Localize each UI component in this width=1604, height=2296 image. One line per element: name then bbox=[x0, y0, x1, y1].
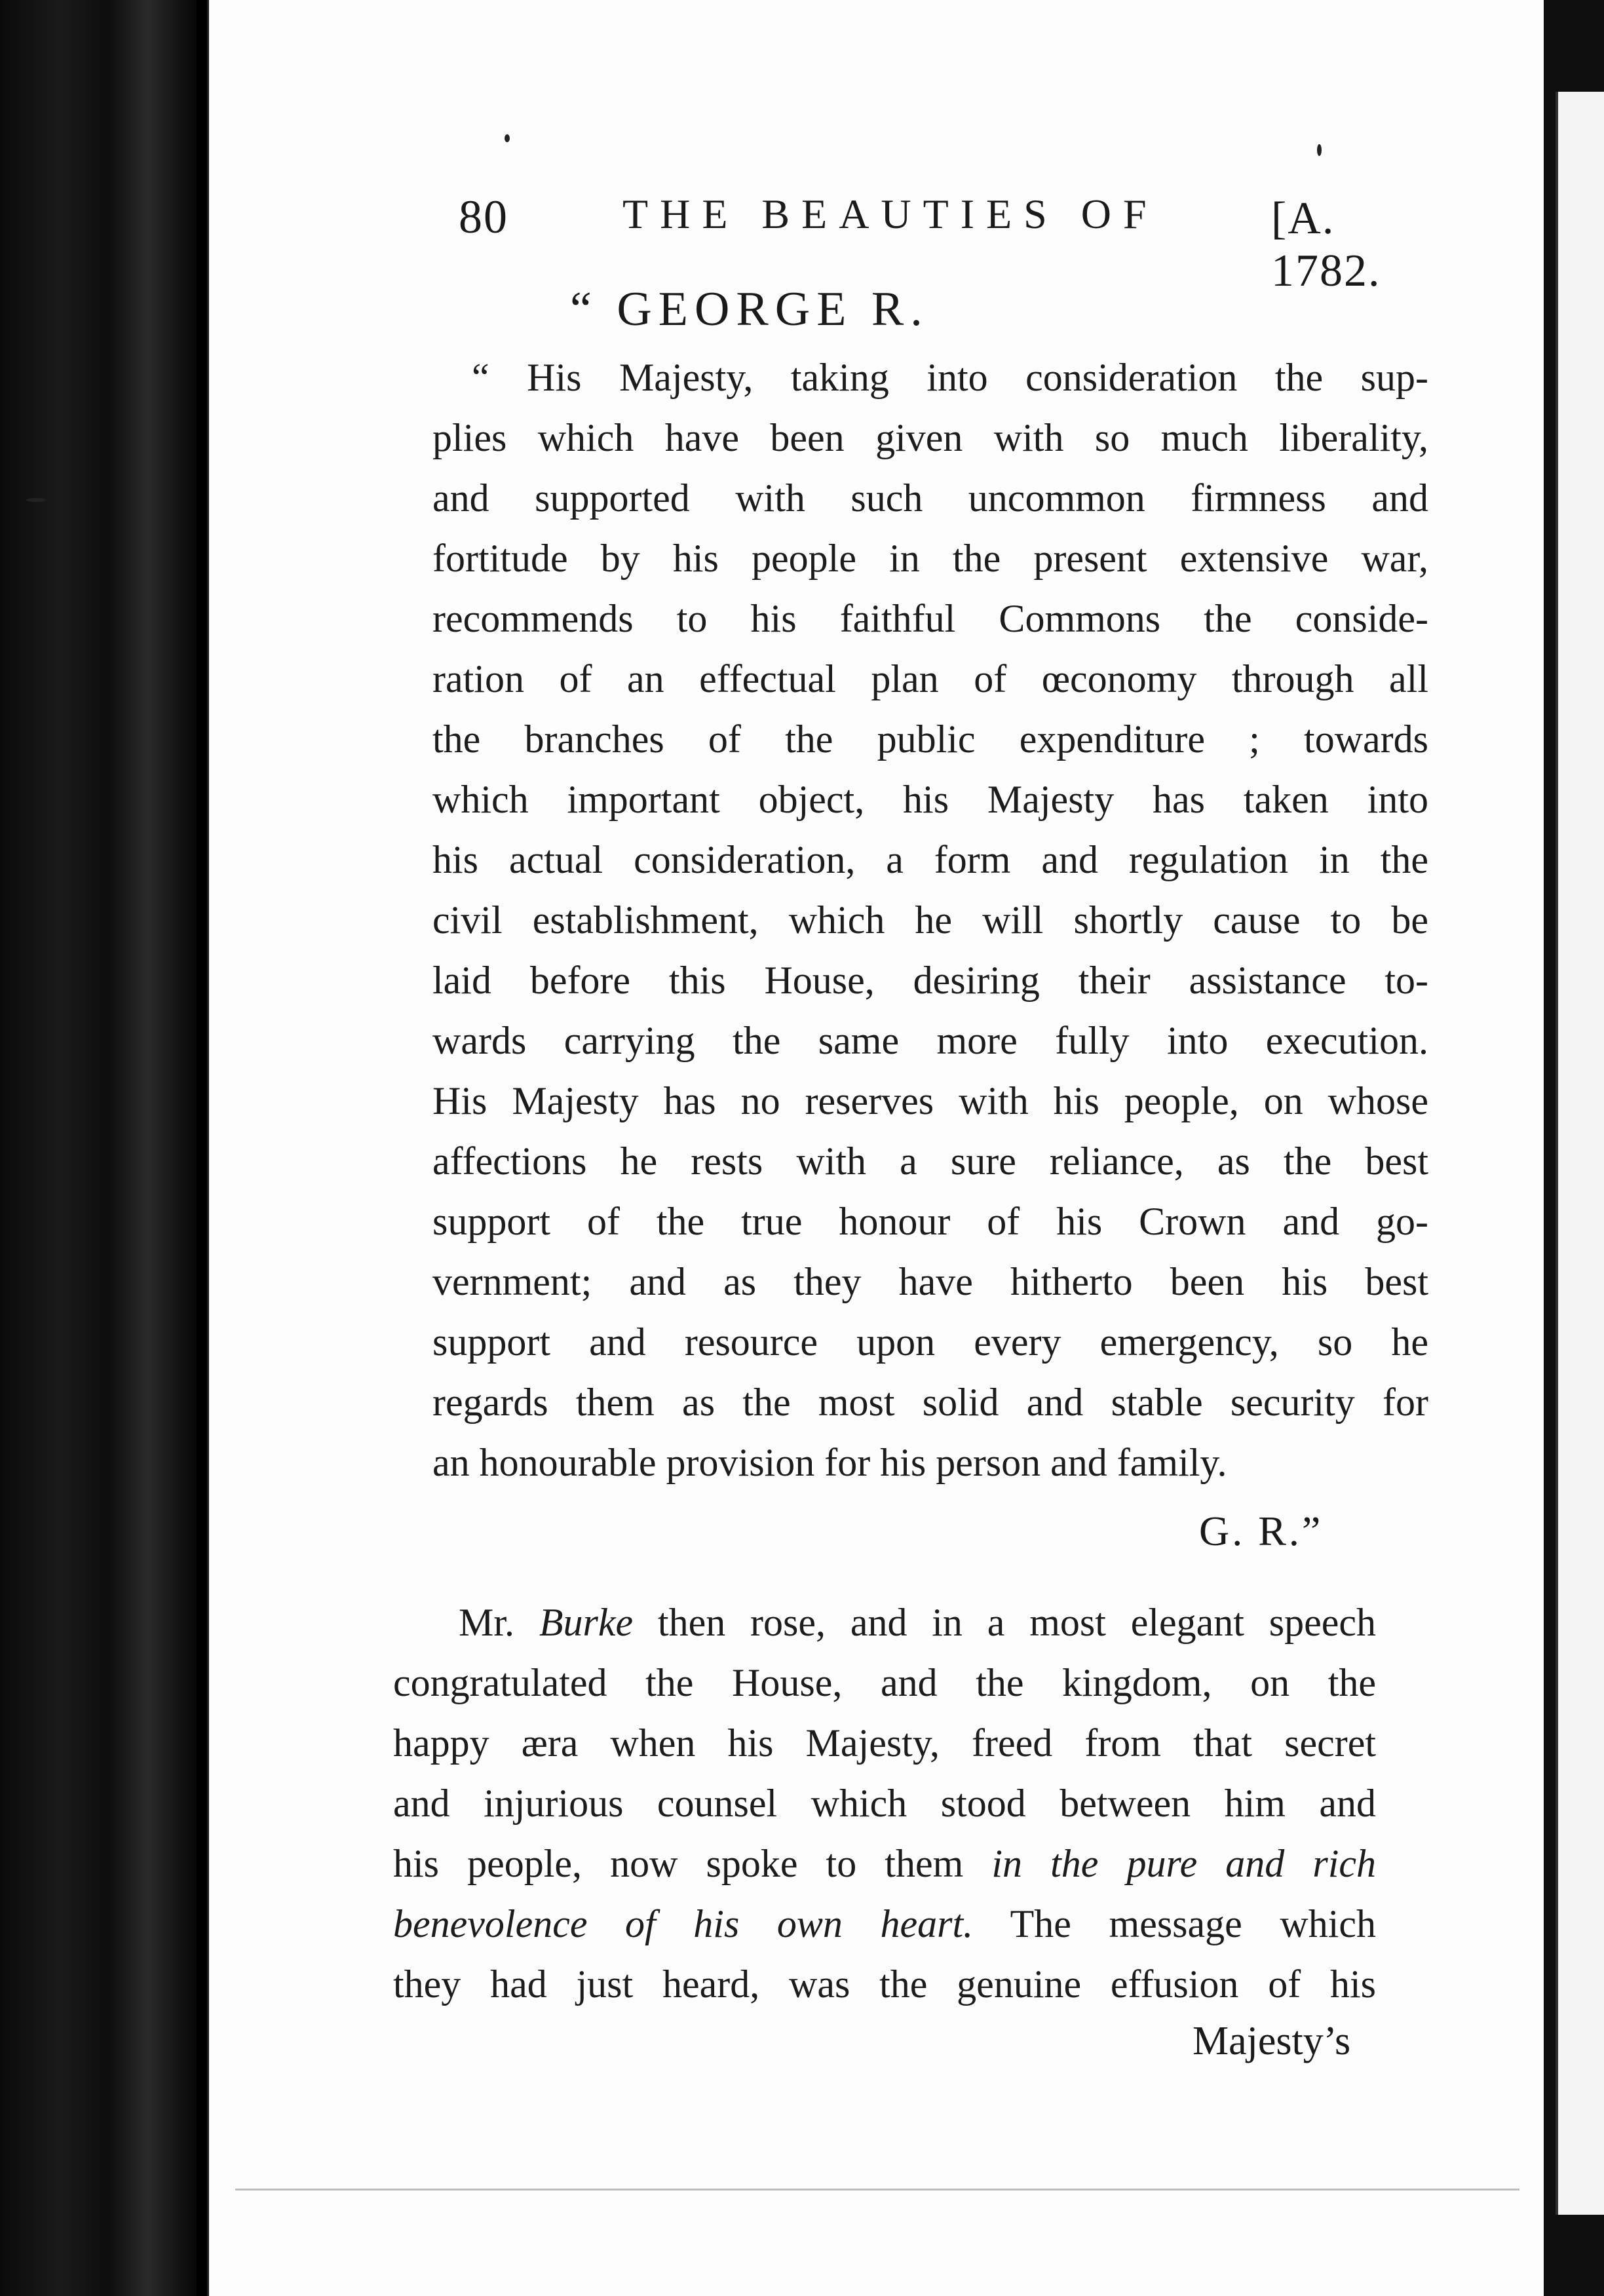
message-line: plies which have been given with so much liberality, bbox=[432, 416, 1428, 459]
italic-quote: in the pure and rich bbox=[991, 1842, 1377, 1885]
catchword: Majesty’s bbox=[1193, 2019, 1351, 2063]
message-salutation: “ GEORGE R. bbox=[570, 282, 929, 336]
paragraph-line: and injurious counsel which stood between him and bbox=[393, 1782, 1376, 1825]
book-spine bbox=[0, 0, 197, 2296]
message-signature: G. R.” bbox=[1199, 1508, 1324, 1554]
page-header bbox=[459, 190, 1455, 296]
year-marker: [A. 1782. bbox=[1271, 193, 1381, 296]
line-text: Mr. bbox=[459, 1601, 539, 1644]
message-line: ration of an effectual plan of œconomy through all bbox=[432, 657, 1428, 700]
line-text: his people, now spoke to them bbox=[393, 1842, 992, 1885]
message-line: his actual consideration, a form and regulation in the bbox=[432, 838, 1428, 881]
paragraph-line: happy æra when his Majesty, freed from that secret bbox=[393, 1721, 1376, 1765]
message-line: “ His Majesty, taking into consideration the sup- bbox=[472, 356, 1428, 399]
line-text: then rose, and in a most elegant speech bbox=[633, 1601, 1376, 1644]
message-line: fortitude by his people in the present extensive war, bbox=[432, 537, 1428, 580]
message-line: regards them as the most solid and stable security for bbox=[432, 1381, 1428, 1424]
paragraph-line bbox=[393, 1894, 1376, 1954]
message-line: civil establishment, which he will shortly cause to be bbox=[432, 898, 1428, 942]
message-line: support and resource upon every emergency, so he bbox=[432, 1320, 1428, 1364]
line-text: The message which bbox=[973, 1902, 1376, 1945]
speaker-name: Burke bbox=[539, 1601, 634, 1644]
message-line: wards carrying the same more fully into execution. bbox=[432, 1019, 1428, 1062]
paragraph-line: congratulated the House, and the kingdom, on the bbox=[393, 1661, 1376, 1704]
message-line: which important object, his Majesty has taken into bbox=[432, 778, 1428, 821]
running-head: THE BEAUTIES OF bbox=[622, 191, 1158, 237]
message-line: an honourable provision for his person and family. bbox=[432, 1441, 1227, 1484]
message-line: and supported with such uncommon firmness and bbox=[432, 476, 1428, 520]
spine-edge bbox=[197, 0, 207, 2296]
message-line: the branches of the public expenditure ; towards bbox=[432, 718, 1428, 761]
message-line: His Majesty has no reserves with his people, on whose bbox=[432, 1079, 1428, 1122]
page-number: 80 bbox=[459, 191, 508, 243]
page-bottom-edge bbox=[235, 2189, 1519, 2217]
message-line: recommends to his faithful Commons the conside- bbox=[432, 597, 1428, 640]
message-line: support of the true honour of his Crown and go- bbox=[432, 1200, 1428, 1243]
royal-message bbox=[432, 347, 1428, 1493]
message-line: affections he rests with a sure reliance, as the best bbox=[432, 1139, 1428, 1183]
message-line: laid before this House, desiring their assistance to- bbox=[432, 959, 1428, 1002]
paragraph-line: they had just heard, was the genuine effusion of his bbox=[393, 1962, 1376, 2006]
paragraph-line bbox=[393, 1833, 1376, 1894]
paragraph-line bbox=[393, 1592, 1376, 1653]
burke-paragraph bbox=[393, 1592, 1376, 2014]
ink-speck bbox=[505, 134, 510, 142]
italic-quote: benevolence of his own heart. bbox=[393, 1902, 974, 1945]
ink-speck bbox=[1317, 144, 1322, 156]
next-page-edge bbox=[1544, 0, 1604, 2296]
ink-speck bbox=[26, 498, 46, 502]
message-line: vernment; and as they have hitherto been his best bbox=[432, 1260, 1428, 1303]
